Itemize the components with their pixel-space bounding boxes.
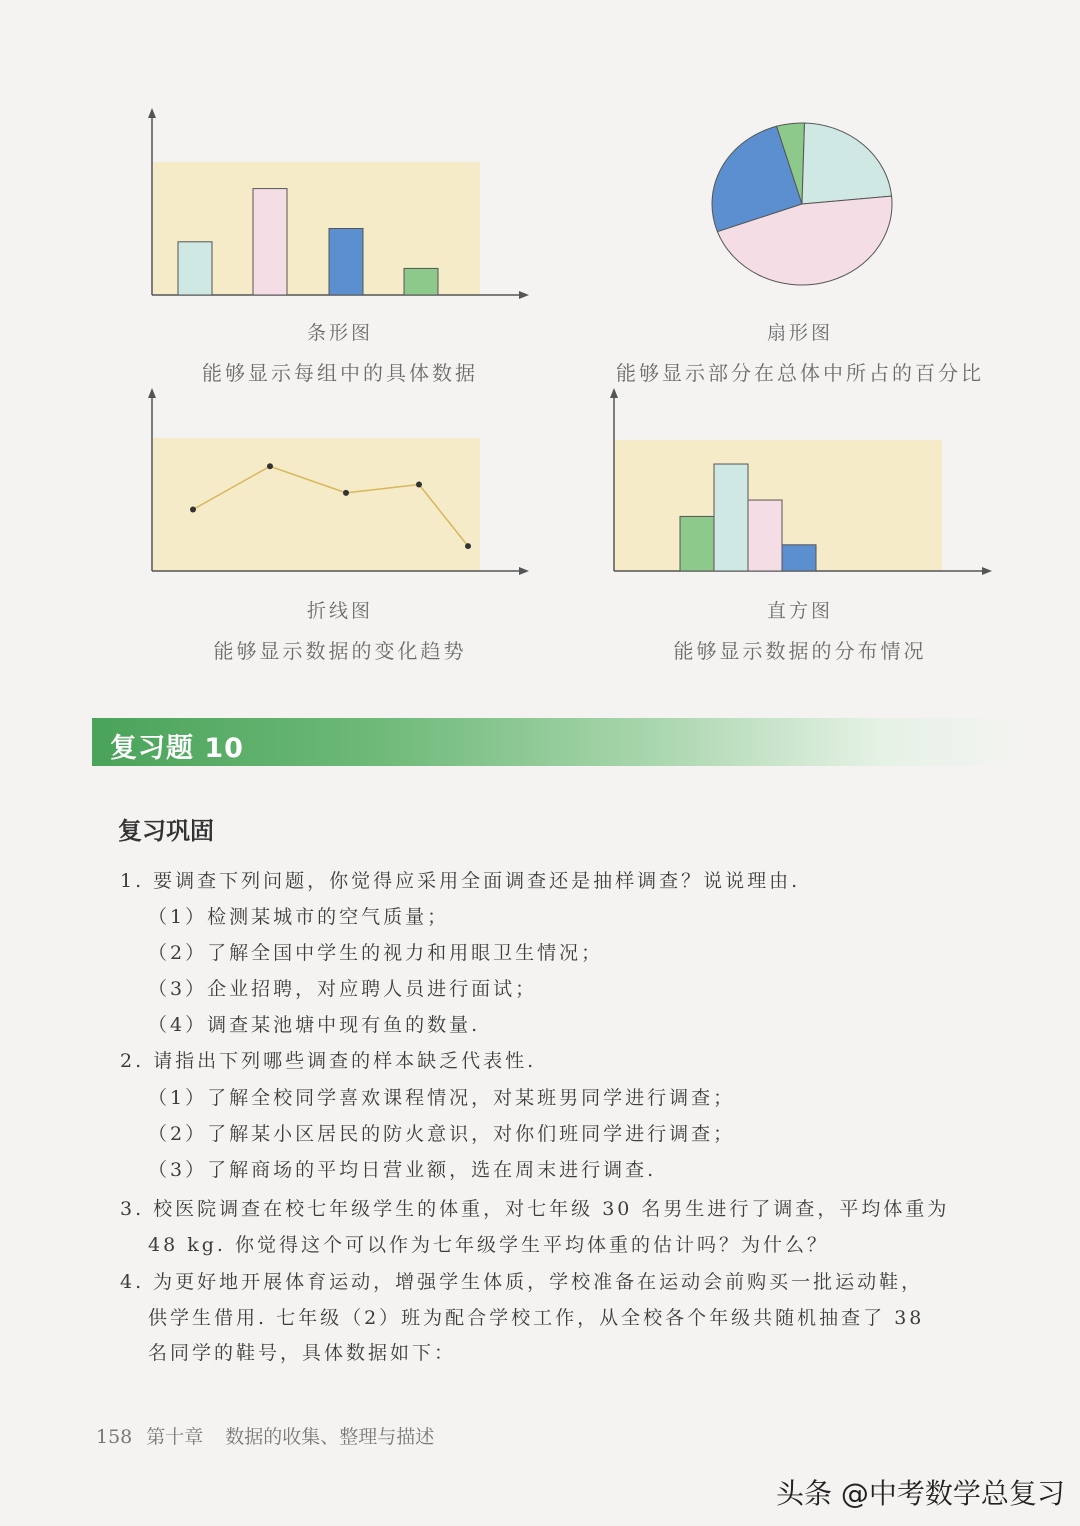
text-line: 2. 请指出下列哪些调查的样本缺乏代表性.: [120, 1050, 537, 1072]
histogram-chart: [600, 385, 1000, 585]
bar-chart-desc: 能够显示每组中的具体数据: [202, 361, 478, 385]
chapter-title: 数据的收集、整理与描述: [225, 1426, 435, 1448]
text-line: 供学生借用. 七年级（2）班为配合学校工作，从全校各个年级共随机抽查了 38: [148, 1307, 925, 1329]
bar-mark: [329, 229, 363, 296]
chapter-label: 第十章: [146, 1426, 204, 1448]
bar-chart-name: 条形图: [306, 322, 373, 344]
text-line: （1）检测某城市的空气质量；: [148, 906, 450, 928]
line-point: [416, 482, 422, 488]
histogram-chart-caption: [590, 596, 1010, 664]
bar-mark: [253, 189, 287, 295]
histogram-bar: [680, 516, 714, 571]
review-banner: [92, 718, 1025, 766]
text-line: 1. 要调查下列问题，你觉得应采用全面调查还是抽样调查？说说理由.: [120, 870, 801, 892]
section-title: 复习巩固: [118, 817, 214, 845]
text-line: （3）了解商场的平均日营业额，选在周末进行调查.: [148, 1159, 657, 1181]
line-point: [190, 506, 196, 512]
pie-slice: [802, 123, 892, 204]
text-line: （1）了解全校同学喜欢课程情况，对某班男同学进行调查；: [148, 1087, 736, 1109]
pie-chart-name: 扇形图: [766, 322, 833, 344]
pie-chart: [700, 118, 900, 298]
text-line: 名同学的鞋号，具体数据如下：: [148, 1342, 457, 1364]
text-line: （4）调查某池塘中现有鱼的数量.: [148, 1014, 481, 1036]
text-line: （3）企业招聘，对应聘人员进行面试；: [148, 978, 538, 1000]
text-line: 4. 为更好地开展体育运动，增强学生体质，学校准备在运动会前购买一批运动鞋，: [120, 1271, 924, 1293]
banner-label: 复习题 10: [110, 733, 244, 764]
text-line: （2）了解全国中学生的视力和用眼卫生情况；: [148, 942, 604, 964]
histogram-chart-name: 直方图: [766, 600, 833, 622]
bar-mark: [404, 268, 438, 295]
bar-mark: [178, 242, 212, 295]
bar-chart-caption: [130, 318, 550, 386]
watermark: 头条 @中考数学总复习: [776, 1477, 1065, 1510]
pie-chart-caption: [590, 318, 1010, 386]
line-chart: [140, 385, 540, 585]
histogram-chart-desc: 能够显示数据的分布情况: [673, 639, 927, 663]
bar-chart: [140, 105, 540, 305]
page-footer: [96, 1422, 434, 1449]
line-point: [343, 490, 349, 496]
line-point: [465, 543, 471, 549]
text-line: 48 kg. 你觉得这个可以作为七年级学生平均体重的估计吗？为什么？: [148, 1234, 829, 1256]
histogram-bar: [748, 500, 782, 571]
line-point: [267, 463, 273, 469]
histogram-bar: [714, 464, 748, 571]
text-line: （2）了解某小区居民的防火意识，对你们班同学进行调查；: [148, 1123, 736, 1145]
histogram-bar: [782, 545, 816, 571]
line-chart-desc: 能够显示数据的变化趋势: [213, 639, 467, 663]
pie-chart-desc: 能够显示部分在总体中所占的百分比: [616, 361, 984, 385]
text-line: 3. 校医院调查在校七年级学生的体重，对七年级 30 名男生进行了调查，平均体重为: [120, 1198, 950, 1220]
line-chart-caption: [130, 596, 550, 664]
page-number: 158: [96, 1426, 133, 1448]
line-chart-name: 折线图: [306, 600, 373, 622]
